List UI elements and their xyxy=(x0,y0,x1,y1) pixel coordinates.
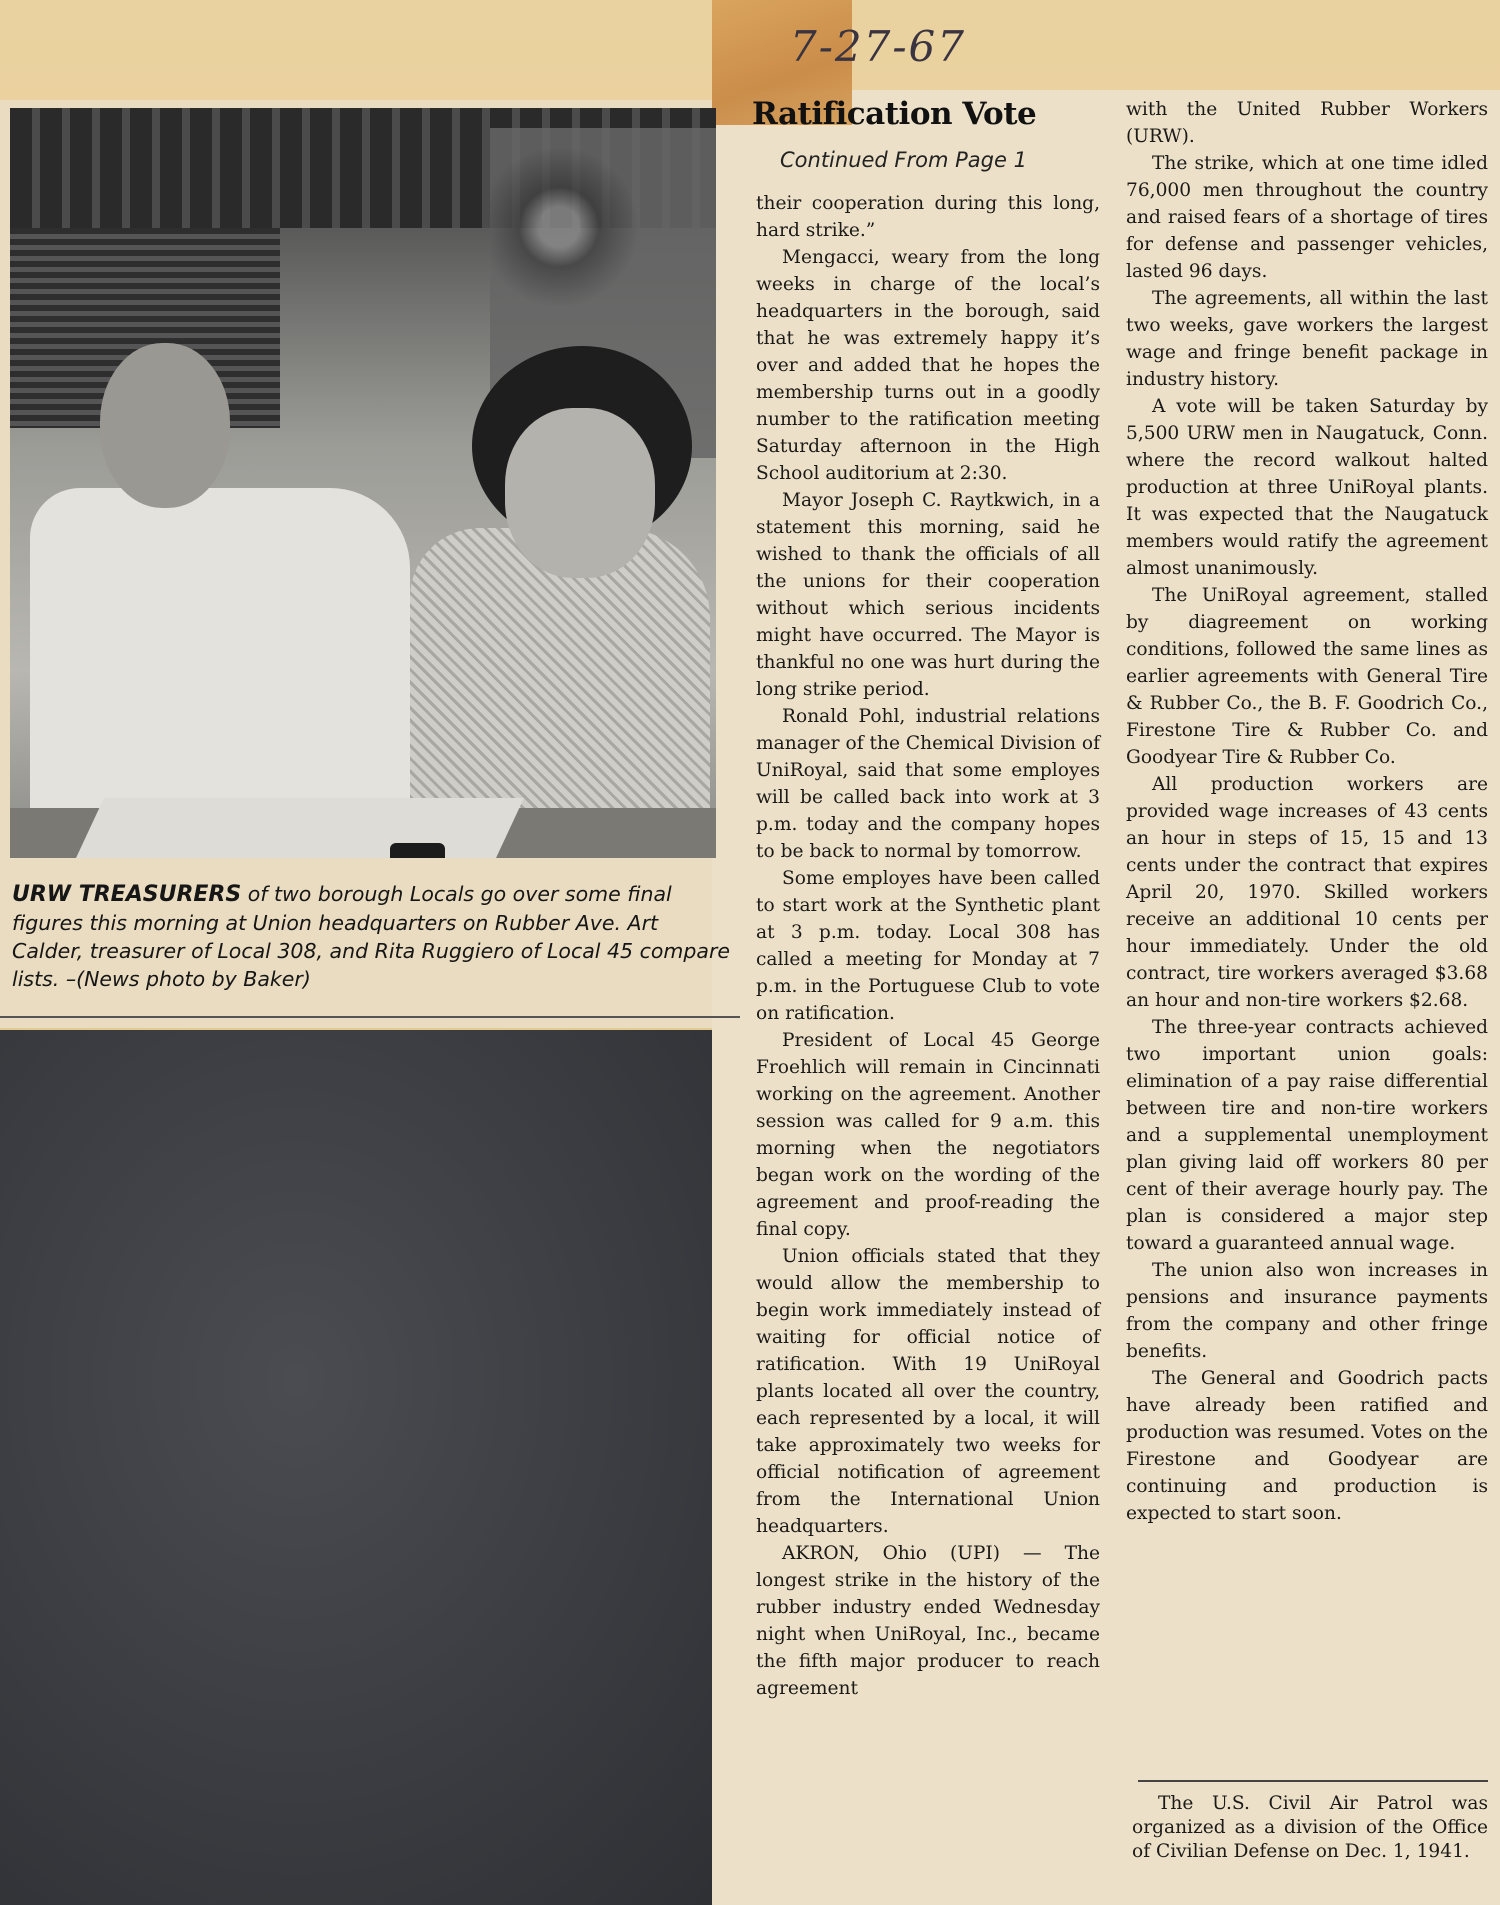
paragraph: The UniRoyal agreement, stalled by diagreement on working conditions, followed the same lines as earlier agreements with General Tire & Rubber Co., the B. F. Goodrich Co., Firestone Tire & Rubber Co. and Goodyear Tire & Rubber Co. xyxy=(1126,585,1488,768)
paragraph: Union officials stated that they would allow the membership to begin work immediately instead of waiting for official notice of ratification. With 19 UniRoyal plants located all over the country, each represented by a local, it will take approximately two weeks for official notification of agreement from the International Union headquarters. xyxy=(756,1246,1100,1537)
paragraph: AKRON, Ohio (UPI) — The longest strike in the history of the rubber industry ended Wednesday night when UniRoyal, Inc., became the fifth major producer to reach agreement xyxy=(756,1543,1100,1699)
news-photo xyxy=(10,108,716,858)
paragraph: The agreements, all within the last two weeks, gave workers the largest wage and fringe benefit package in industry history. xyxy=(1126,288,1488,390)
photo-caption xyxy=(12,880,732,993)
paragraph: with the United Rubber Workers (URW). xyxy=(1126,99,1488,147)
photo-papers xyxy=(76,798,524,858)
paragraph: Ronald Pohl, industrial relations manager of the Chemical Division of UniRoyal, said that some employes will be called back into work at 3 p.m. today and the company hopes to be back to normal by tomorrow. xyxy=(756,706,1100,862)
dark-backing-board xyxy=(0,1030,740,1905)
handwritten-date: 7-27-67 xyxy=(790,22,966,71)
paragraph: President of Local 45 George Froehlich will remain in Cincinnati working on the agreement. Another session was called for 9 a.m. this morning when the negotiators began work on the wording of the agreement and proof-reading the final copy. xyxy=(756,1030,1100,1240)
continued-line: Continued From Page 1 xyxy=(780,148,1027,172)
paragraph: A vote will be taken Saturday by 5,500 URW men in Naugatuck, Conn. where the record walkout halted production at three UniRoyal plants. It was expected that the Naugatuck members would ratify the agreement almost unanimously. xyxy=(1126,396,1488,579)
paragraph: The strike, which at one time idled 76,000 men throughout the country and raised fears of a shortage of tires for defense and passenger vehicles, lasted 96 days. xyxy=(1126,153,1488,282)
filler-text: The U.S. Civil Air Patrol was organized as a division of the Office of Civilian Defense on Dec. 1, 1941. xyxy=(1132,1793,1488,1862)
caption-rule xyxy=(0,1016,740,1018)
paragraph: Mayor Joseph C. Raytkwich, in a statement this morning, said he wished to thank the officials of all the unions for their cooperation without which serious incidents might have occurred. The Mayor is thankful no one was hurt during the long strike period. xyxy=(756,490,1100,700)
caption-lead: URW TREASURERS xyxy=(12,882,242,907)
paragraph: The General and Goodrich pacts have already been ratified and production was resumed. Votes on the Firestone and Goodyear are continuing and production is expected to start soon. xyxy=(1126,1368,1488,1524)
caption-text: of two borough Locals go over some final figures this morning at Union headquarters on Rubber Ave. Art Calder, treasurer of Local 308, and Rita Ruggiero of Local 45 compare lists. –(News photo by Baker) xyxy=(12,882,731,991)
article-headline: Ratification Vote xyxy=(752,96,1037,132)
paragraph: Mengacci, weary from the long weeks in charge of the local’s headquarters in the borough, said that he was extremely happy it’s over and added that he hopes the membership turns out in a goodly number to the ratification meeting Saturday afternoon in the High School auditorium at 2:30. xyxy=(756,247,1100,484)
paragraph: All production workers are provided wage increases of 43 cents an hour in steps of 15, 15 and 13 cents under the contract that expires April 20, 1970. Skilled workers receive an additional 10 cents per hour immediately. Under the old contract, tire workers averaged $3.68 an hour and non-tire workers $2.68. xyxy=(1126,774,1488,1011)
paragraph: The three-year contracts achieved two important union goals: elimination of a pay raise differential between tire and non-tire workers and a supplemental unemployment plan giving laid off workers 80 per cent of their average hourly pay. The plan is considered a major step toward a guaranteed annual wage. xyxy=(1126,1017,1488,1254)
paragraph: their cooperation during this long, hard strike.” xyxy=(756,193,1100,241)
photo-woman-face xyxy=(505,408,655,578)
photo-man-head xyxy=(100,343,230,508)
article-column-2 xyxy=(1126,96,1488,1527)
photo-man-body xyxy=(30,488,410,818)
filler-rule xyxy=(1138,1780,1488,1782)
article-column-1 xyxy=(756,190,1100,1702)
paragraph: Some employes have been called to start work at the Synthetic plant at 3 p.m. today. Local 308 has called a meeting for Monday at 7 p.m. in the Portuguese Club to vote on ratification. xyxy=(756,868,1100,1024)
photo-ink-bottle xyxy=(390,843,445,858)
filler-item xyxy=(1132,1792,1488,1864)
paragraph: The union also won increases in pensions and insurance payments from the company and other fringe benefits. xyxy=(1126,1260,1488,1362)
